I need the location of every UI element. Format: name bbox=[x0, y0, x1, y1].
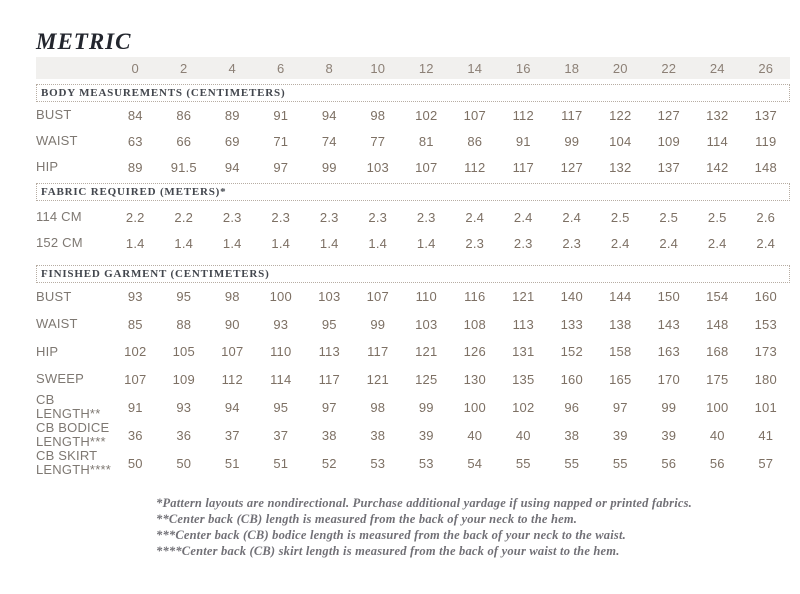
value-cell: 91 bbox=[127, 399, 143, 415]
value-cell: 121 bbox=[366, 371, 389, 387]
value-cell: 39 bbox=[661, 427, 677, 443]
value-cell: 100 bbox=[269, 289, 292, 305]
value-cell: 2.4 bbox=[756, 235, 776, 251]
value-cell: 154 bbox=[706, 289, 729, 305]
value-cell: 84 bbox=[127, 107, 143, 123]
table-row bbox=[36, 154, 790, 180]
value-cell: 91 bbox=[273, 107, 289, 123]
value-cell: 38 bbox=[370, 427, 386, 443]
value-cell: 114 bbox=[270, 371, 292, 387]
value-cell: 133 bbox=[560, 316, 583, 332]
size-column-header: 10 bbox=[370, 60, 386, 76]
value-cell: 107 bbox=[221, 344, 244, 360]
value-cell: 2.4 bbox=[513, 209, 533, 225]
row-label: CB BODICE LENGTH*** bbox=[36, 420, 110, 449]
size-column-header: 24 bbox=[709, 60, 725, 76]
value-cell: 97 bbox=[612, 399, 628, 415]
value-cell: 99 bbox=[564, 133, 580, 149]
value-cell: 36 bbox=[176, 427, 192, 443]
value-cell: 2.3 bbox=[465, 235, 485, 251]
value-cell: 2.5 bbox=[610, 209, 630, 225]
value-cell: 56 bbox=[661, 455, 677, 471]
value-cell: 2.3 bbox=[368, 209, 388, 225]
value-cell: 101 bbox=[754, 399, 777, 415]
value-cell: 40 bbox=[467, 427, 483, 443]
footnote-pattern-layouts: *Pattern layouts are nondirectional. Purchase additional yardage if using napped or printed fabrics. bbox=[156, 496, 693, 510]
value-cell: 71 bbox=[273, 133, 289, 149]
value-cell: 140 bbox=[560, 289, 583, 305]
value-cell: 148 bbox=[706, 316, 729, 332]
value-cell: 113 bbox=[512, 316, 534, 332]
value-cell: 89 bbox=[127, 159, 143, 175]
value-cell: 39 bbox=[418, 427, 434, 443]
value-cell: 98 bbox=[224, 289, 240, 305]
row-label: WAIST bbox=[36, 316, 78, 332]
value-cell: 121 bbox=[415, 344, 438, 360]
value-cell: 148 bbox=[754, 159, 777, 175]
footnote-cb-bodice-length: ***Center back (CB) bodice length is measured from the back of your neck to the waist. bbox=[156, 528, 626, 542]
value-cell: 104 bbox=[609, 133, 632, 149]
value-cell: 116 bbox=[464, 289, 486, 305]
value-cell: 89 bbox=[224, 107, 240, 123]
value-cell: 117 bbox=[367, 344, 389, 360]
size-column-header: 2 bbox=[180, 60, 188, 76]
value-cell: 143 bbox=[657, 316, 680, 332]
value-cell: 122 bbox=[609, 107, 632, 123]
value-cell: 52 bbox=[321, 455, 337, 471]
value-cell: 121 bbox=[512, 289, 535, 305]
value-cell: 51 bbox=[224, 455, 240, 471]
size-column-header: 16 bbox=[515, 60, 531, 76]
value-cell: 55 bbox=[612, 455, 628, 471]
value-cell: 74 bbox=[321, 133, 337, 149]
value-cell: 90 bbox=[224, 316, 240, 332]
value-cell: 110 bbox=[415, 289, 437, 305]
row-label: HIP bbox=[36, 343, 59, 359]
value-cell: 51 bbox=[273, 455, 289, 471]
value-cell: 117 bbox=[318, 371, 340, 387]
value-cell: 53 bbox=[370, 455, 386, 471]
value-cell: 95 bbox=[273, 399, 289, 415]
value-cell: 94 bbox=[224, 159, 240, 175]
value-cell: 98 bbox=[370, 107, 386, 123]
value-cell: 107 bbox=[366, 289, 389, 305]
value-cell: 99 bbox=[661, 399, 677, 415]
value-cell: 56 bbox=[709, 455, 725, 471]
value-cell: 109 bbox=[172, 371, 195, 387]
size-column-header: 26 bbox=[758, 60, 774, 76]
row-label: CB LENGTH** bbox=[36, 392, 101, 421]
value-cell: 2.5 bbox=[707, 209, 727, 225]
value-cell: 2.3 bbox=[222, 209, 242, 225]
value-cell: 117 bbox=[561, 107, 583, 123]
section-header: FINISHED GARMENT (CENTIMETERS) bbox=[36, 265, 790, 283]
value-cell: 41 bbox=[758, 427, 774, 443]
value-cell: 97 bbox=[321, 399, 337, 415]
value-cell: 50 bbox=[127, 455, 143, 471]
value-cell: 112 bbox=[464, 159, 486, 175]
value-cell: 113 bbox=[318, 344, 340, 360]
value-cell: 158 bbox=[609, 344, 632, 360]
value-cell: 1.4 bbox=[368, 235, 388, 251]
value-cell: 93 bbox=[127, 289, 143, 305]
size-column-header: 20 bbox=[612, 60, 628, 76]
size-column-header: 6 bbox=[277, 60, 285, 76]
value-cell: 54 bbox=[467, 455, 483, 471]
table-row bbox=[36, 230, 790, 256]
value-cell: 50 bbox=[176, 455, 192, 471]
value-cell: 38 bbox=[321, 427, 337, 443]
value-cell: 127 bbox=[657, 107, 680, 123]
value-cell: 36 bbox=[127, 427, 143, 443]
value-cell: 168 bbox=[706, 344, 729, 360]
value-cell: 37 bbox=[273, 427, 289, 443]
value-cell: 38 bbox=[564, 427, 580, 443]
value-cell: 103 bbox=[415, 316, 438, 332]
value-cell: 175 bbox=[706, 371, 729, 387]
value-cell: 102 bbox=[512, 399, 535, 415]
value-cell: 93 bbox=[176, 399, 192, 415]
section-body bbox=[36, 283, 790, 477]
row-label: 114 CM bbox=[36, 209, 82, 224]
row-label: BUST bbox=[36, 107, 72, 122]
table-row bbox=[36, 338, 790, 366]
value-cell: 2.2 bbox=[174, 209, 194, 225]
value-cell: 105 bbox=[172, 344, 195, 360]
value-cell: 144 bbox=[609, 289, 632, 305]
value-cell: 100 bbox=[706, 399, 729, 415]
value-cell: 132 bbox=[706, 107, 729, 123]
value-cell: 57 bbox=[758, 455, 774, 471]
value-cell: 112 bbox=[512, 107, 534, 123]
table-row bbox=[36, 421, 790, 449]
value-cell: 160 bbox=[560, 371, 583, 387]
value-cell: 37 bbox=[224, 427, 240, 443]
value-cell: 100 bbox=[463, 399, 486, 415]
value-cell: 137 bbox=[754, 107, 777, 123]
footnotes bbox=[156, 495, 790, 559]
value-cell: 2.4 bbox=[659, 235, 679, 251]
value-cell: 150 bbox=[657, 289, 680, 305]
table-row bbox=[36, 449, 790, 477]
value-cell: 55 bbox=[564, 455, 580, 471]
value-cell: 2.4 bbox=[610, 235, 630, 251]
table-sections bbox=[36, 84, 790, 477]
row-label: SWEEP bbox=[36, 371, 84, 387]
section-body bbox=[36, 102, 790, 180]
value-cell: 1.4 bbox=[271, 235, 291, 251]
value-cell: 138 bbox=[609, 316, 632, 332]
value-cell: 127 bbox=[560, 159, 583, 175]
value-cell: 160 bbox=[754, 289, 777, 305]
value-cell: 2.3 bbox=[562, 235, 582, 251]
value-cell: 96 bbox=[564, 399, 580, 415]
size-header-row bbox=[36, 57, 790, 79]
row-label: CB SKIRT LENGTH**** bbox=[36, 448, 111, 477]
value-cell: 63 bbox=[127, 133, 143, 149]
size-column-header: 8 bbox=[325, 60, 333, 76]
table-row bbox=[36, 283, 790, 311]
value-cell: 165 bbox=[609, 371, 632, 387]
value-cell: 39 bbox=[612, 427, 628, 443]
value-cell: 108 bbox=[463, 316, 486, 332]
value-cell: 152 bbox=[560, 344, 583, 360]
value-cell: 94 bbox=[224, 399, 240, 415]
value-cell: 99 bbox=[321, 159, 337, 175]
size-column-header: 22 bbox=[661, 60, 677, 76]
value-cell: 110 bbox=[270, 344, 292, 360]
value-cell: 102 bbox=[124, 344, 147, 360]
value-cell: 137 bbox=[657, 159, 680, 175]
value-cell: 102 bbox=[415, 107, 438, 123]
value-cell: 130 bbox=[463, 371, 486, 387]
footnote-cb-length: **Center back (CB) length is measured from the back of your neck to the hem. bbox=[156, 512, 578, 526]
value-cell: 126 bbox=[463, 344, 486, 360]
value-cell: 97 bbox=[273, 159, 289, 175]
value-cell: 117 bbox=[512, 159, 534, 175]
value-cell: 103 bbox=[318, 289, 341, 305]
value-cell: 135 bbox=[512, 371, 535, 387]
value-cell: 1.4 bbox=[416, 235, 436, 251]
table-row bbox=[36, 311, 790, 339]
size-column-header: 12 bbox=[418, 60, 434, 76]
value-cell: 142 bbox=[706, 159, 729, 175]
value-cell: 55 bbox=[515, 455, 531, 471]
value-cell: 180 bbox=[754, 371, 777, 387]
value-cell: 2.3 bbox=[416, 209, 436, 225]
value-cell: 107 bbox=[124, 371, 147, 387]
value-cell: 2.4 bbox=[707, 235, 727, 251]
value-cell: 69 bbox=[224, 133, 240, 149]
value-cell: 88 bbox=[176, 316, 192, 332]
value-cell: 131 bbox=[512, 344, 535, 360]
value-cell: 109 bbox=[657, 133, 680, 149]
value-cell: 94 bbox=[321, 107, 337, 123]
value-cell: 91 bbox=[515, 133, 531, 149]
value-cell: 95 bbox=[176, 289, 192, 305]
table-row bbox=[36, 204, 790, 230]
value-cell: 1.4 bbox=[174, 235, 194, 251]
value-cell: 1.4 bbox=[319, 235, 339, 251]
value-cell: 86 bbox=[467, 133, 483, 149]
value-cell: 53 bbox=[418, 455, 434, 471]
table-row bbox=[36, 128, 790, 154]
table-row bbox=[36, 102, 790, 128]
value-cell: 107 bbox=[463, 107, 486, 123]
footnote-cb-skirt-length: ****Center back (CB) skirt length is measured from the back of your waist to the hem. bbox=[156, 544, 620, 558]
value-cell: 85 bbox=[127, 316, 143, 332]
section-body bbox=[36, 201, 790, 256]
value-cell: 2.2 bbox=[125, 209, 145, 225]
row-label: 152 CM bbox=[36, 235, 83, 250]
value-cell: 1.4 bbox=[125, 235, 145, 251]
value-cell: 95 bbox=[321, 316, 337, 332]
page-title: METRIC bbox=[36, 29, 132, 54]
row-label: WAIST bbox=[36, 133, 78, 148]
value-cell: 153 bbox=[754, 316, 777, 332]
value-cell: 93 bbox=[273, 316, 289, 332]
value-cell: 40 bbox=[709, 427, 725, 443]
value-cell: 163 bbox=[657, 344, 680, 360]
value-cell: 2.4 bbox=[465, 209, 485, 225]
value-cell: 1.4 bbox=[222, 235, 242, 251]
value-cell: 170 bbox=[657, 371, 680, 387]
value-cell: 99 bbox=[418, 399, 434, 415]
value-cell: 2.4 bbox=[562, 209, 582, 225]
chart-content bbox=[0, 28, 800, 559]
value-cell: 125 bbox=[415, 371, 438, 387]
value-cell: 107 bbox=[415, 159, 438, 175]
value-cell: 66 bbox=[176, 133, 192, 149]
value-cell: 81 bbox=[418, 133, 434, 149]
value-cell: 40 bbox=[515, 427, 531, 443]
size-column-header: 4 bbox=[228, 60, 236, 76]
value-cell: 132 bbox=[609, 159, 632, 175]
value-cell: 86 bbox=[176, 107, 192, 123]
value-cell: 112 bbox=[221, 371, 243, 387]
value-cell: 98 bbox=[370, 399, 386, 415]
value-cell: 114 bbox=[706, 133, 728, 149]
size-column-header: 18 bbox=[564, 60, 580, 76]
value-cell: 103 bbox=[366, 159, 389, 175]
table-row bbox=[36, 366, 790, 394]
value-cell: 2.3 bbox=[271, 209, 291, 225]
row-label: HIP bbox=[36, 159, 59, 174]
value-cell: 99 bbox=[370, 316, 386, 332]
value-cell: 2.3 bbox=[513, 235, 533, 251]
value-cell: 91.5 bbox=[170, 159, 197, 175]
row-label: BUST bbox=[36, 288, 72, 304]
table-row bbox=[36, 393, 790, 421]
size-column-header: 0 bbox=[131, 60, 139, 76]
value-cell: 2.6 bbox=[756, 209, 776, 225]
section-header: FABRIC REQUIRED (METERS)* bbox=[36, 183, 790, 201]
value-cell: 2.5 bbox=[659, 209, 679, 225]
size-column-header: 14 bbox=[467, 60, 483, 76]
value-cell: 2.3 bbox=[319, 209, 339, 225]
value-cell: 77 bbox=[370, 133, 386, 149]
section-header: BODY MEASUREMENTS (CENTIMETERS) bbox=[36, 84, 790, 102]
value-cell: 173 bbox=[754, 344, 777, 360]
value-cell: 119 bbox=[755, 133, 777, 149]
